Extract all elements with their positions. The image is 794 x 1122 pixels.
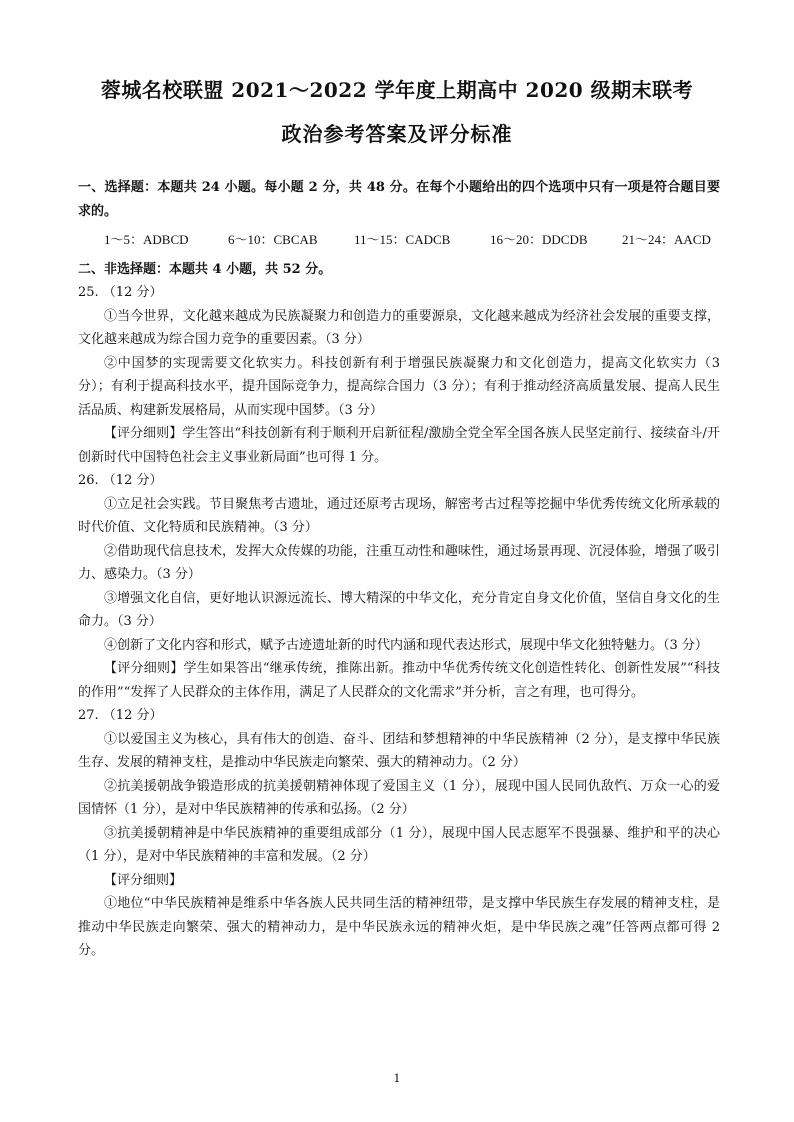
document-title: 蓉城名校联盟 2021～2022 学年度上期高中 2020 级期末联考	[100, 78, 694, 102]
q26-point-3: ③增强文化自信，更好地认识源远流长、博大精深的中华文化，充分肯定自身文化价值，坚信自身文化的生命力。（3 分）	[78, 590, 720, 629]
q25-point-2: ②中国梦的实现需要文化软实力。科技创新有利于增强民族凝聚力和文化创造力，提高文化软实力（3 分）；有利于提高科技水平，提升国际竞争力，提高综合国力（3 分）；有利于推动经济高质量发展、提高人民生活品质、构建新发展格局，从而实现中国梦。（3 分）	[78, 355, 720, 418]
section2-heading: 二、非选择题：本题共 4 小题，共 52 分。	[78, 261, 332, 277]
page-number: 1	[393, 1072, 401, 1085]
q26-scoring-note: 【评分细则】学生如果答出“继承传统，推陈出新。推动中华优秀传统文化创造性转化、创新性发展”“科技的作用”“发挥了人民群众的主体作用，满足了人民群众的文化需求”并分析，言之有理，也可得分。	[78, 661, 720, 700]
q27-scoring-note-1: ①地位“中华民族精神是维系中华各族人民共同生活的精神纽带，是支撑中华民族生存发展的精神支柱，是推动中华民族走向繁荣、强大的精神动力，是中华民族永远的精神火炬，是中华民族之魂”任答两点都可得 2 分。	[78, 896, 720, 958]
answer-key-row	[78, 228, 720, 252]
q25-point-1: ①当今世界，文化越来越成为民族凝聚力和创造力的重要源泉，文化越来越成为经济社会发展的重要支撑，文化越来越成为综合国力竞争的重要因素。（3 分）	[78, 308, 720, 347]
section1-heading: 一、选择题：本题共 24 小题。每小题 2 分，共 48 分。在每个小题给出的四个选项中只有一项是符合题目要求的。	[78, 180, 720, 219]
document-subtitle: 政治参考答案及评分标准	[281, 122, 513, 146]
answer-key-11-15: 11～15：CADCB	[354, 232, 451, 247]
q26-point-2: ②借助现代信息技术，发挥大众传媒的功能，注重互动性和趣味性，通过场景再现、沉浸体验，增强了吸引力、感染力。（3 分）	[78, 543, 720, 582]
answer-key-1-5: 1～5：ADBCD	[104, 232, 189, 247]
q25-number: 25. （12 分）	[78, 285, 163, 300]
q26-point-1: ①立足社会实践。节目聚焦考古遗址，通过还原考古现场，解密考古过程等挖掘中华优秀传统文化所承载的时代价值、文化特质和民族精神。（3 分）	[78, 496, 720, 535]
q27-scoring-note-heading: 【评分细则】	[104, 872, 183, 888]
q27-number: 27. （12 分）	[78, 708, 163, 723]
q26-number: 26. （12 分）	[78, 473, 163, 488]
answer-key-16-20: 16～20：DDCDB	[490, 232, 588, 247]
q27-point-1: ①以爱国主义为核心，具有伟大的创造、奋斗、团结和梦想精神的中华民族精神（2 分），是支撑中华民族生存、发展的精神支柱，是推动中华民族走向繁荣、强大的精神动力。（2 分）	[78, 731, 720, 770]
q27-point-2: ②抗美援朝战争锻造形成的抗美援朝精神体现了爱国主义（1 分），展现中国人民同仇敌忾、万众一心的爱国情怀（1 分），是对中华民族精神的传承和弘扬。（2 分）	[78, 778, 720, 817]
q26-point-4: ④创新了文化内容和形式，赋予古迹遗址新的时代内涵和现代表达形式，展现中华文化独特魅力。（3 分）	[104, 637, 708, 653]
answer-key-6-10: 6～10：CBCAB	[228, 232, 318, 247]
answer-key-21-24: 21～24：AACD	[622, 232, 711, 247]
document-body	[78, 176, 720, 963]
q25-scoring-note: 【评分细则】学生答出“科技创新有利于顺利开启新征程/激励全党全军全国各族人民坚定前行、接续奋斗/开创新时代中国特色社会主义事业新局面”也可得 1 分。	[78, 426, 720, 465]
q27-point-3: ③抗美援朝精神是中华民族精神的重要组成部分（1 分），展现中国人民志愿军不畏强暴、维护和平的决心（1 分），是对中华民族精神的丰富和发展。（2 分）	[78, 825, 720, 864]
